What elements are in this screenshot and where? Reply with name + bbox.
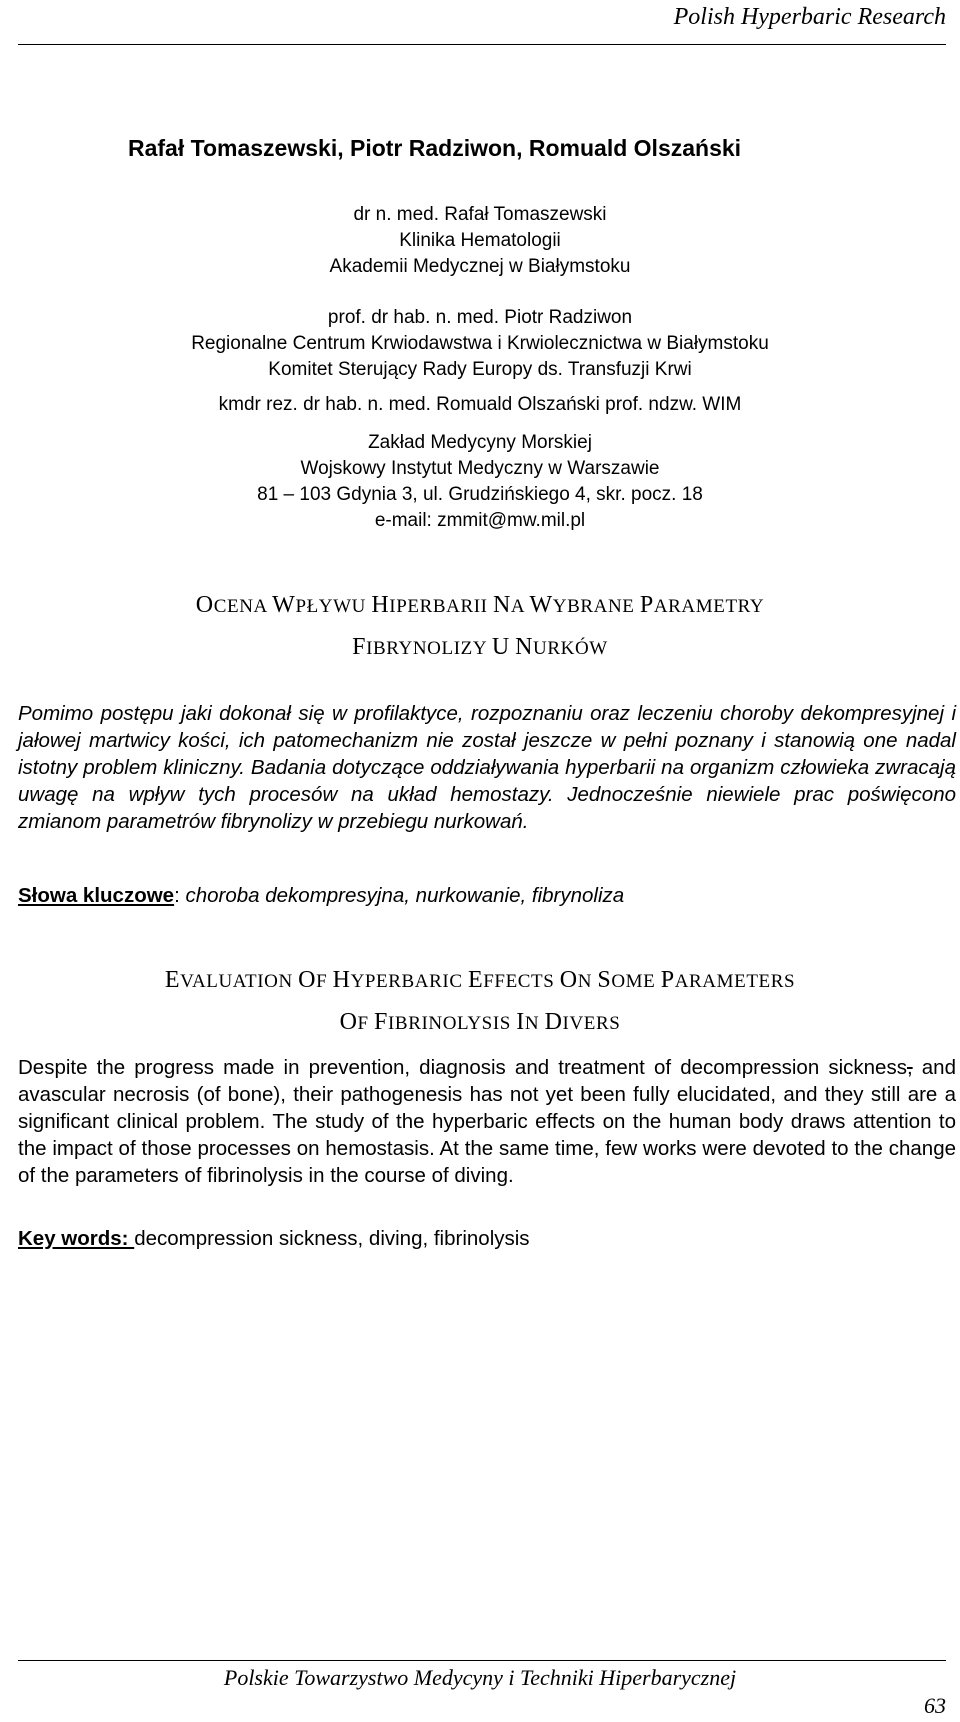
english-abstract-struck: , xyxy=(906,1056,913,1079)
footer-rule xyxy=(18,1660,946,1661)
affiliation-2-inst: Komitet Sterujący Rady Europy ds. Transfuzji Krwi xyxy=(268,359,692,380)
affiliation-2 xyxy=(0,305,960,383)
polish-title-line1: OCENA WPŁYWU HIPERBARII NA WYBRANE PARAMETRY xyxy=(195,592,765,618)
journal-header: Polish Hyperbaric Research xyxy=(673,4,946,30)
english-keywords-label: Key words: xyxy=(18,1227,135,1250)
page-number: 63 xyxy=(924,1693,946,1718)
english-keywords xyxy=(18,1227,530,1251)
affiliation-3-inst: Wojskowy Instytut Medyczny w Warszawie xyxy=(300,458,660,479)
polish-keywords-list: choroba dekompresyjna, nurkowanie, fibrynoliza xyxy=(179,884,625,907)
polish-abstract: Pomimo postępu jaki dokonał się w profilaktyce, rozpoznaniu oraz leczeniu choroby dekompresyjnej i jałowej martwicy kości, ich patomechanizm nie został jeszcze w pełni poznany i stanowią one nadal istotny problem kliniczny. Badania dotyczące oddziaływania hyperbarii na organizm człowieka zwracają uwagę na wpływ tych procesów na układ hemostazy. Jednocześnie niewiele prac poświęcono zmianom parametrów fibrynolizy w przebiegu nurkowań. xyxy=(18,702,956,833)
english-title-line2: OF FIBRINOLYSIS IN DIVERS xyxy=(339,1009,621,1035)
english-keywords-list: decompression sickness, diving, fibrinolysis xyxy=(134,1227,530,1250)
affiliation-3-address: 81 – 103 Gdynia 3, ul. Grudzińskiego 4, skr. pocz. 18 xyxy=(257,484,703,505)
affiliation-1-inst: Akademii Medycznej w Białymstoku xyxy=(329,256,631,277)
polish-keywords-sep: : xyxy=(174,884,180,907)
english-abstract-part1: Despite the progress made in prevention, diagnosis and treatment of decompression sickness xyxy=(18,1056,907,1079)
affiliation-3-name: kmdr rez. dr hab. n. med. Romuald Olszański prof. ndzw. WIM xyxy=(218,394,742,415)
affiliation-1-dept: Klinika Hematologii xyxy=(399,230,561,251)
affiliation-1-name: dr n. med. Rafał Tomaszewski xyxy=(353,204,607,225)
affiliation-3-dept: Zakład Medycyny Morskiej xyxy=(368,432,592,453)
english-abstract-part2: and avascular necrosis (of bone), their pathogenesis has not yet been fully elucidated, and they still are a significant clinical problem. The study of the hyperbaric effects on the human body draws attention to the impact of those processes on hemostasis. At the same time, few works were devoted to the change of the parameters of fibrinolysis in the course of diving. xyxy=(18,1056,956,1187)
affiliation-1 xyxy=(0,202,960,280)
polish-title-line2: FIBRYNOLIZY U NURKÓW xyxy=(352,634,608,660)
english-title-line1: EVALUATION OF HYPERBARIC EFFECTS ON SOME PARAMETERS xyxy=(164,967,796,993)
affiliation-2-dept: Regionalne Centrum Krwiodawstwa i Krwiolecznictwa w Białymstoku xyxy=(191,333,769,354)
affiliation-3 xyxy=(0,392,960,534)
footer-society: Polskie Towarzystwo Medycyny i Techniki Hiperbarycznej xyxy=(223,1665,737,1690)
affiliation-3-email: e-mail: zmmit@mw.mil.pl xyxy=(374,510,586,531)
header-rule xyxy=(18,44,946,45)
polish-keywords-label: Słowa kluczowe xyxy=(18,884,175,907)
polish-keywords xyxy=(18,884,624,908)
authors-line: Rafał Tomaszewski, Piotr Radziwon, Romuald Olszański xyxy=(128,135,742,161)
english-abstract xyxy=(18,1054,956,1189)
english-title xyxy=(0,960,960,1044)
affiliation-2-name: prof. dr hab. n. med. Piotr Radziwon xyxy=(327,307,633,328)
polish-title xyxy=(0,585,960,669)
